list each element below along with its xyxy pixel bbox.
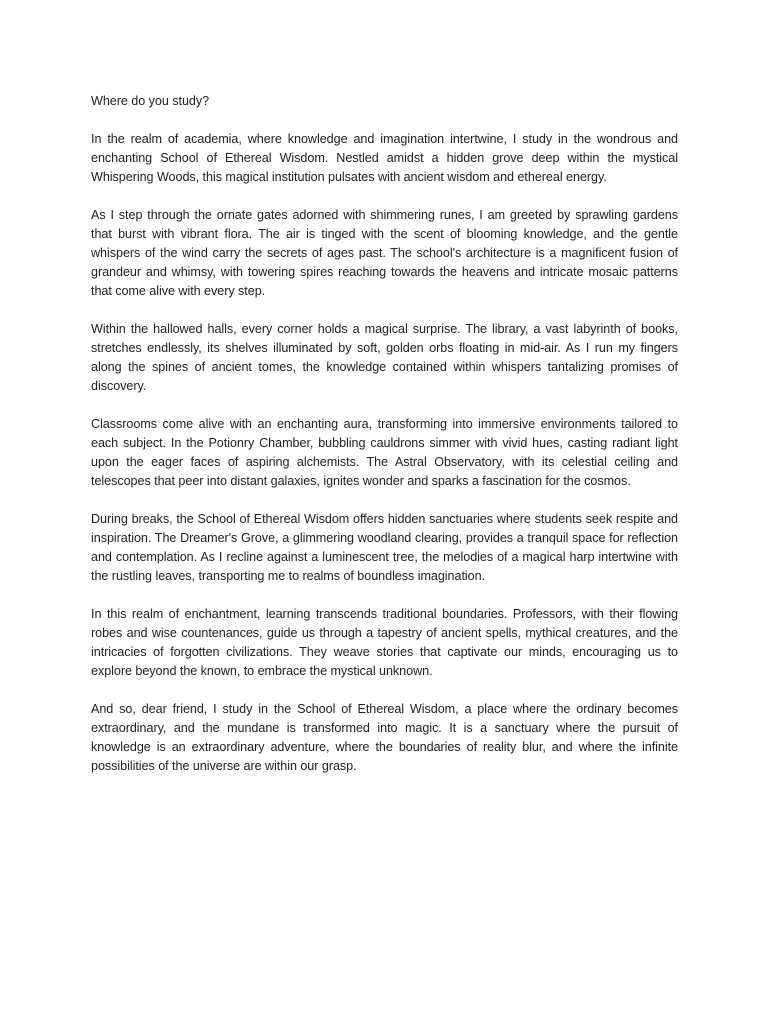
paragraph-7: And so, dear friend, I study in the School of Ethereal Wisdom, a place where the ordinary becomes extraordinary, and the mundane is transformed into magic. It is a sanctuary where the pursuit of knowledge is an extraordinary adventure, where the boundaries of reality blur, and where the infinite possibilities of the universe are within our grasp. — [91, 702, 678, 773]
paragraph-5: During breaks, the School of Ethereal Wisdom offers hidden sanctuaries where students seek respite and inspiration. The Dreamer's Grove, a glimmering woodland clearing, provides a tranquil space for reflection and contemplation. As I recline against a luminescent tree, the melodies of a magical harp intertwine with the rustling leaves, transporting me to realms of boundless imagination. — [91, 512, 678, 583]
paragraph-4: Classrooms come alive with an enchanting aura, transforming into immersive environments tailored to each subject. In the Potionry Chamber, bubbling cauldrons simmer with vivid hues, casting radiant light upon the eager faces of aspiring alchemists. The Astral Observatory, with its celestial ceiling and telescopes that peer into distant galaxies, ignites wonder and sparks a fascination for the cosmos. — [91, 417, 678, 488]
document-page — [91, 92, 678, 795]
paragraph-6: In this realm of enchantment, learning transcends traditional boundaries. Professors, with their flowing robes and wise countenances, guide us through a tapestry of ancient spells, mythical creatures, and the intricacies of forgotten civilizations. They weave stories that captivate our minds, encouraging us to explore beyond the known, to embrace the mystical unknown. — [91, 607, 678, 678]
paragraph-3: Within the hallowed halls, every corner holds a magical surprise. The library, a vast labyrinth of books, stretches endlessly, its shelves illuminated by soft, golden orbs floating in mid-air. As I run my fingers along the spines of ancient tomes, the knowledge contained within whispers tantalizing promises of discovery. — [91, 322, 678, 393]
paragraph-1: In the realm of academia, where knowledge and imagination intertwine, I study in the wondrous and enchanting School of Ethereal Wisdom. Nestled amidst a hidden grove deep within the mystical Whispering Woods, this magical institution pulsates with ancient wisdom and ethereal energy. — [91, 132, 678, 184]
document-title: Where do you study? — [91, 94, 210, 108]
paragraph-2: As I step through the ornate gates adorned with shimmering runes, I am greeted by sprawling gardens that burst with vibrant flora. The air is tinged with the scent of blooming knowledge, and the gentle whispers of the wind carry the secrets of ages past. The school's architecture is a magnificent fusion of grandeur and whimsy, with towering spires reaching towards the heavens and intricate mosaic patterns that come alive with every step. — [91, 208, 678, 298]
